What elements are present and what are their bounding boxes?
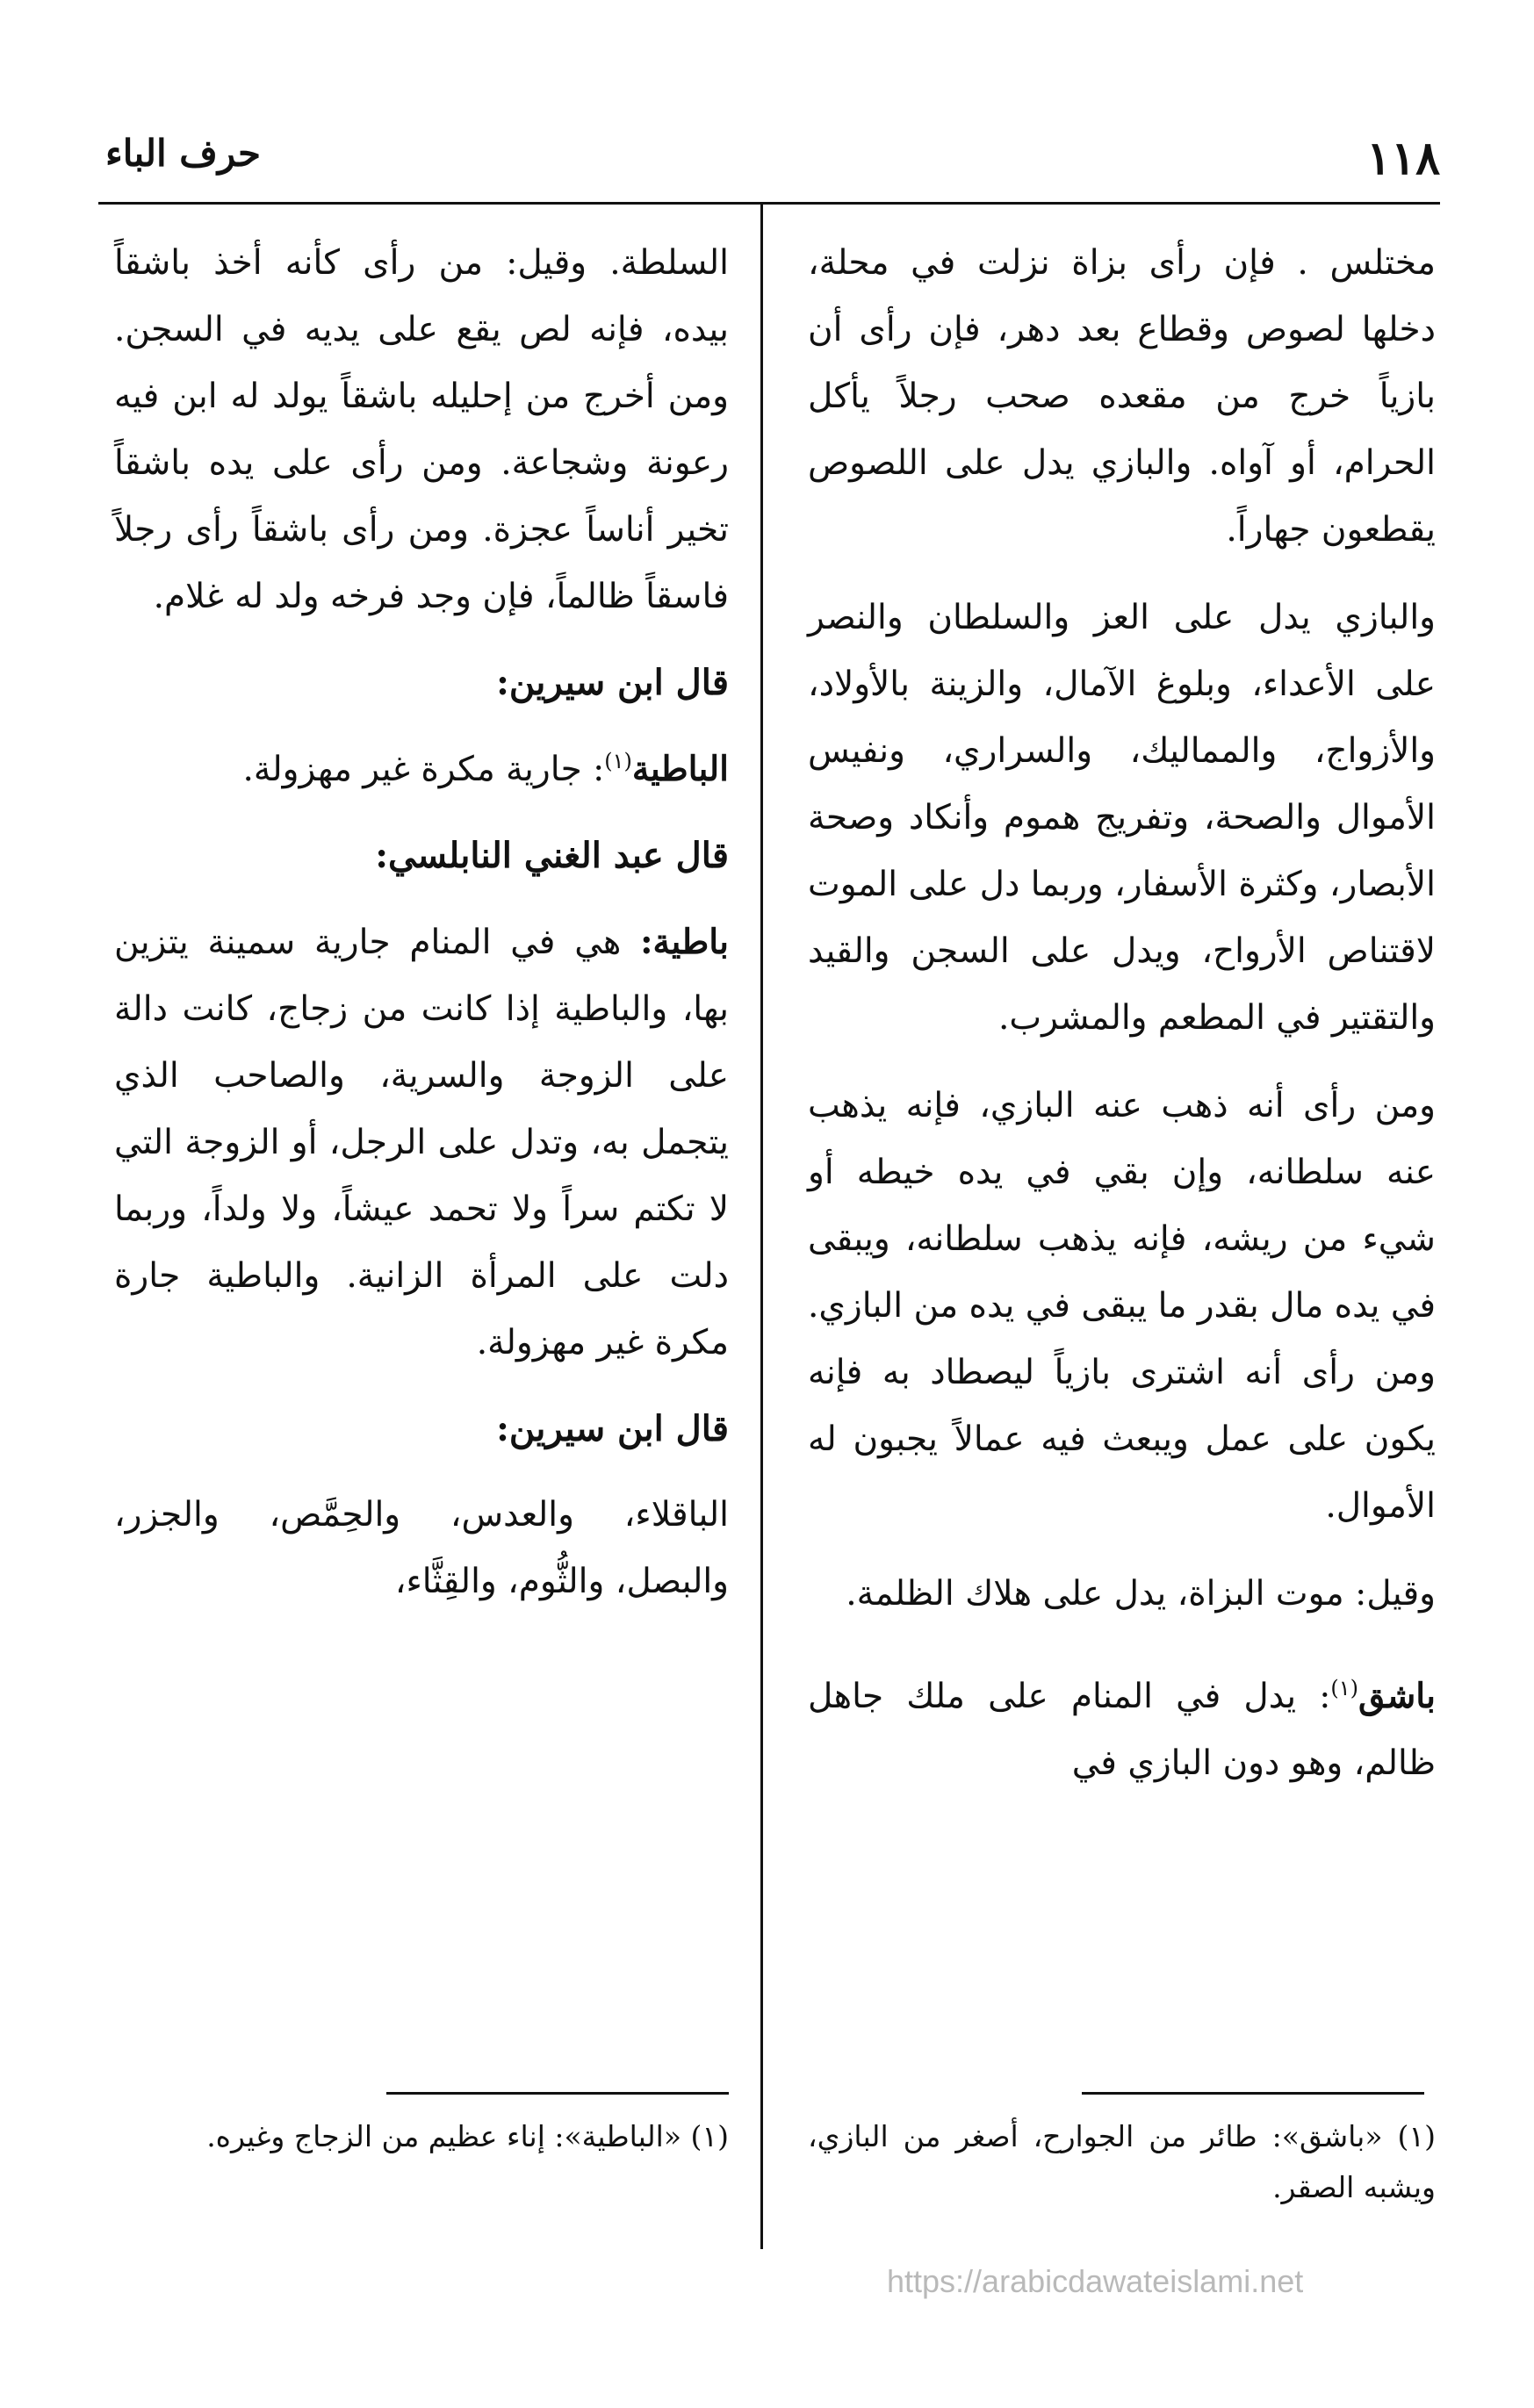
footnote-ref: (١) <box>604 749 632 773</box>
footnote-left: (١) «الباطية»: إناء عظيم من الزجاج وغيره. <box>206 2119 729 2153</box>
page-number: ١١٨ <box>1366 132 1440 185</box>
section-heading: قال ابن سيرين: <box>496 1408 729 1449</box>
footnote-rule <box>1082 2092 1424 2095</box>
entry-text: : يدل في المنام على ملك جاهل ظالم، وهو دون البازي في <box>808 1677 1436 1783</box>
header-rule <box>98 202 1440 205</box>
entry-term: باطية: <box>640 922 729 962</box>
paragraph: والبازي يدل على العز والسلطان والنصر على الأعداء، وبلوغ الآمال، والزينة بالأولاد، والأزواج، والمماليك، والسراري، ونفيس الأموال والصحة، وتفريج هموم وأنكاد وصحة الأبصار، وكثرة الأسفار، وربما دل على الموت لاقتناص الأرواح، ويدل على السجن والقيد والتقتير في المطعم والمشرب. <box>808 598 1436 1038</box>
entry-term: باشق <box>1358 1676 1436 1716</box>
paragraph: وقيل: موت البزاة، يدل على هلاك الظلمة. <box>846 1574 1436 1614</box>
paragraph: الباقلاء، والعدس، والحِمَّص، والجزر، والبصل، والثُّوم، والقِثَّاء، <box>114 1495 729 1601</box>
entry-text: هي في المنام جارية سمينة يتزين بها، والباطية إذا كانت من زجاج، كانت دالة على الزوجة والسرية، والصاحب الذي يتجمل به، وتدل على الرجل، أو الزوجة التي لا تكتم سراً ولا تحمد عيشاً، ولا ولداً، وربما دلت على المرأة الزانية. والباطية جارة مكرة غير مهزولة. <box>114 923 729 1362</box>
paragraph: مختلس . فإن رأى بزاة نزلت في محلة، دخلها لصوص وقطاع بعد دهر، فإن رأى أن بازياً خرج من مقعده صحب رجلاً يأكل الحرام، أو آواه. والبازي يدل على اللصوص يقطعون جهاراً. <box>808 243 1436 550</box>
watermark: https://arabicdawateislami.net <box>887 2263 1304 2299</box>
paragraph: ومن رأى أنه ذهب عنه البازي، فإنه يذهب عنه سلطانه، وإن بقي في يده خيطه أو شيء من ريشه، فإنه يذهب سلطانه، ويبقى في يده مال بقدر ما يبقى في يده من البازي. ومن رأى أنه اشترى بازياً ليصطاد به فإنه يكون على عمل ويبعث فيه عمالاً يجبون له الأموال. <box>808 1086 1436 1526</box>
left-column <box>114 230 729 1636</box>
section-heading: قال ابن سيرين: <box>496 662 729 703</box>
entry-batiya <box>114 736 729 803</box>
paragraph: السلطة. وقيل: من رأى كأنه أخذ باشقاً بيده، فإنه لص يقع على يديه في السجن. ومن أخرج من إحليله باشقاً يولد له ابن فيه رعونة وشجاعة. ومن رأى على يده باشقاً تخير أناساً عجزة. ومن رأى باشقاً رأى رجلاً فاسقاً ظالماً، فإن وجد فرخه ولد له غلام. <box>114 243 729 616</box>
entry-term: الباطية <box>631 749 729 789</box>
running-header: حرف الباء <box>105 132 261 175</box>
column-divider <box>760 204 763 2249</box>
footnote-rule <box>386 2092 729 2095</box>
footnote-ref: (١) <box>1330 1676 1359 1700</box>
right-column <box>808 230 1436 1818</box>
paragraph <box>114 909 729 1377</box>
entry-bashiq <box>808 1663 1436 1797</box>
footnote-right: (١) «باشق»: طائر من الجوارح، أصغر من البازي، ويشبه الصقر. <box>808 2119 1436 2204</box>
entry-text: : جارية مكرة غير مهزولة. <box>242 750 605 789</box>
section-heading: قال عبد الغني النابلسي: <box>375 835 729 876</box>
